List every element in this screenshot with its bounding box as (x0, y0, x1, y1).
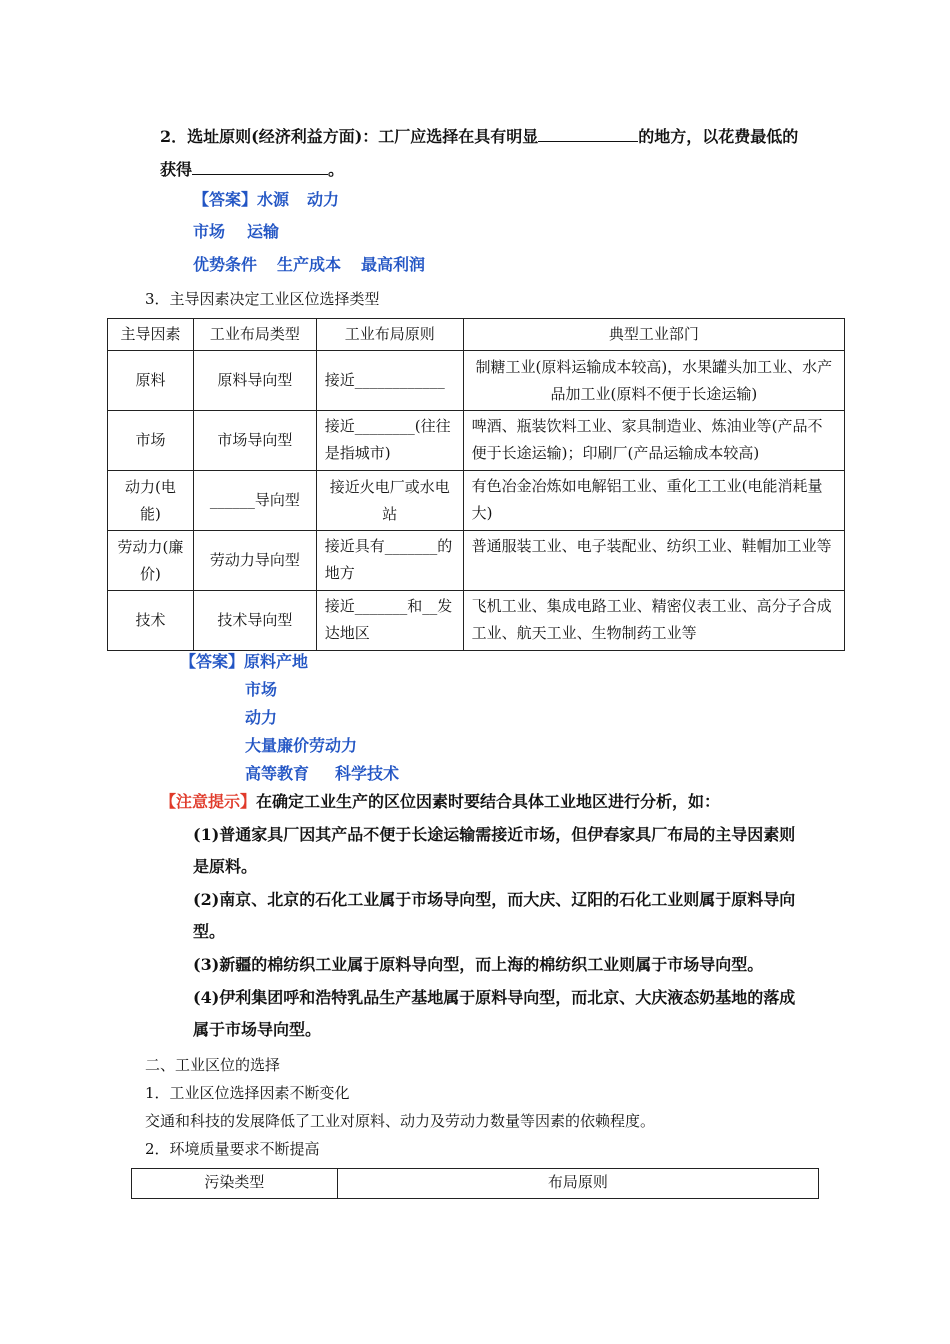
header-cell: 污染类型 (132, 1169, 338, 1199)
type-cell: 技术导向型 (193, 591, 316, 651)
factor-cell: 原料 (108, 351, 194, 411)
factor-cell: 市场 (108, 411, 194, 471)
notice-item-2a: (2)南京、北京的石化工业属于市场导向型，而大庆、辽阳的石化工业则属于原料导向 (193, 890, 796, 909)
answer-item: 原料产地 (244, 652, 309, 671)
type-cell: 劳动力导向型 (193, 531, 316, 591)
question-2-text-a: 2．选址原则(经济利益方面)：工厂应选择在具有明显 (160, 127, 539, 146)
header-cell: 布局原则 (337, 1169, 818, 1199)
type-cell: 原料导向型 (193, 351, 316, 411)
answer-tag: 【答案】 (180, 652, 245, 671)
factor-cell: 劳动力(廉价) (108, 531, 194, 591)
notice-item-1b: 是原料。 (193, 857, 258, 876)
notice-item-2b: 型。 (193, 922, 226, 941)
table-row (108, 531, 845, 591)
pollution-table (131, 1168, 819, 1199)
examples-cell: 有色冶金冶炼如电解铝工业、重化工工业(电能消耗量大) (463, 471, 844, 531)
principle-cell: 接近________(往往是指城市) (316, 411, 463, 471)
examples-cell: 制糖工业(原料运输成本较高)，水果罐头加工业、水产品加工业(原料不便于长途运输) (463, 351, 844, 411)
answer-2-line2 (193, 222, 279, 242)
table-row (108, 591, 845, 651)
header-cell: 工业布局类型 (193, 319, 316, 351)
question-2-line2 (160, 158, 344, 180)
question-2-text-c: 获得 (160, 160, 193, 179)
section-3-title: 3．主导因素决定工业区位选择类型 (145, 290, 380, 308)
part-2-text1: 交通和科技的发展降低了工业对原料、动力及劳动力数量等因素的依赖程度。 (145, 1112, 656, 1130)
factor-table (107, 318, 845, 651)
notice-item-1a: (1)普通家具厂因其产品不便于长途运输需接近市场，但伊春家具厂布局的主导因素则 (193, 825, 796, 844)
part-2-sub1: 1．工业区位选择因素不断变化 (145, 1084, 350, 1102)
principle-cell: 接近具有_______的地方 (316, 531, 463, 591)
answer-power: 动力 (307, 190, 340, 209)
notice-item-3: (3)新疆的棉纺织工业属于原料导向型，而上海的棉纺织工业则属于市场导向型。 (193, 955, 764, 974)
answer-transport: 运输 (247, 222, 280, 241)
answer-cost: 生产成本 (277, 255, 342, 274)
answer-advantage: 优势条件 (193, 255, 258, 274)
part-2-heading: 二、工业区位的选择 (145, 1056, 281, 1074)
principle-cell: 接近火电厂或水电站 (316, 471, 463, 531)
answer-item: 市场 (245, 680, 278, 699)
table-row (108, 411, 845, 471)
question-2-text-d: 。 (328, 160, 345, 179)
factor-cell: 技术 (108, 591, 194, 651)
notice-tag: 【注意提示】 (160, 792, 257, 811)
type-cell: ______导向型 (193, 471, 316, 531)
header-cell: 工业布局原则 (316, 319, 463, 351)
answer-item: 科学技术 (335, 764, 400, 783)
table-header-row (108, 319, 845, 351)
notice-item-4a: (4)伊利集团呼和浩特乳品生产基地属于原料导向型，而北京、大庆液态奶基地的落成 (193, 988, 796, 1007)
answer-blank (192, 158, 328, 175)
answer-2-line3 (193, 255, 425, 275)
notice-intro-line (160, 792, 720, 812)
answer-item: 高等教育 (245, 764, 310, 783)
table-row (108, 351, 845, 411)
answer-item: 动力 (245, 708, 278, 727)
header-cell: 典型工业部门 (463, 319, 844, 351)
question-2-line1 (160, 125, 798, 147)
answer-tag: 【答案】 (193, 190, 258, 209)
question-2-text-b: 的地方，以花费最低的 (638, 127, 799, 146)
notice-intro: 在确定工业生产的区位因素时要结合具体工业地区进行分析，如： (256, 792, 721, 811)
answer-market: 市场 (193, 222, 226, 241)
table-header-row (132, 1169, 819, 1199)
answer-2-line1 (193, 190, 339, 210)
principle-cell: 接近____________ (316, 351, 463, 411)
answer-item: 大量廉价劳动力 (245, 736, 358, 755)
header-cell: 主导因素 (108, 319, 194, 351)
type-cell: 市场导向型 (193, 411, 316, 471)
notice-item-4b: 属于市场导向型。 (193, 1020, 322, 1039)
part-2-sub2: 2．环境质量要求不断提高 (145, 1140, 320, 1158)
examples-cell: 飞机工业、集成电路工业、精密仪表工业、高分子合成工业、航天工业、生物制药工业等 (463, 591, 844, 651)
table-row (108, 471, 845, 531)
answer-profit: 最高利润 (361, 255, 426, 274)
answer-blank (538, 125, 638, 142)
answer-3-line5 (245, 764, 399, 784)
answer-water: 水源 (257, 190, 290, 209)
examples-cell: 普通服装工业、电子装配业、纺织工业、鞋帽加工业等 (463, 531, 844, 591)
principle-cell: 接近_______和__发达地区 (316, 591, 463, 651)
answer-3-line1 (180, 652, 308, 672)
examples-cell: 啤酒、瓶装饮料工业、家具制造业、炼油业等(产品不便于长途运输)；印刷厂(产品运输成本较高) (463, 411, 844, 471)
factor-cell: 动力(电能) (108, 471, 194, 531)
